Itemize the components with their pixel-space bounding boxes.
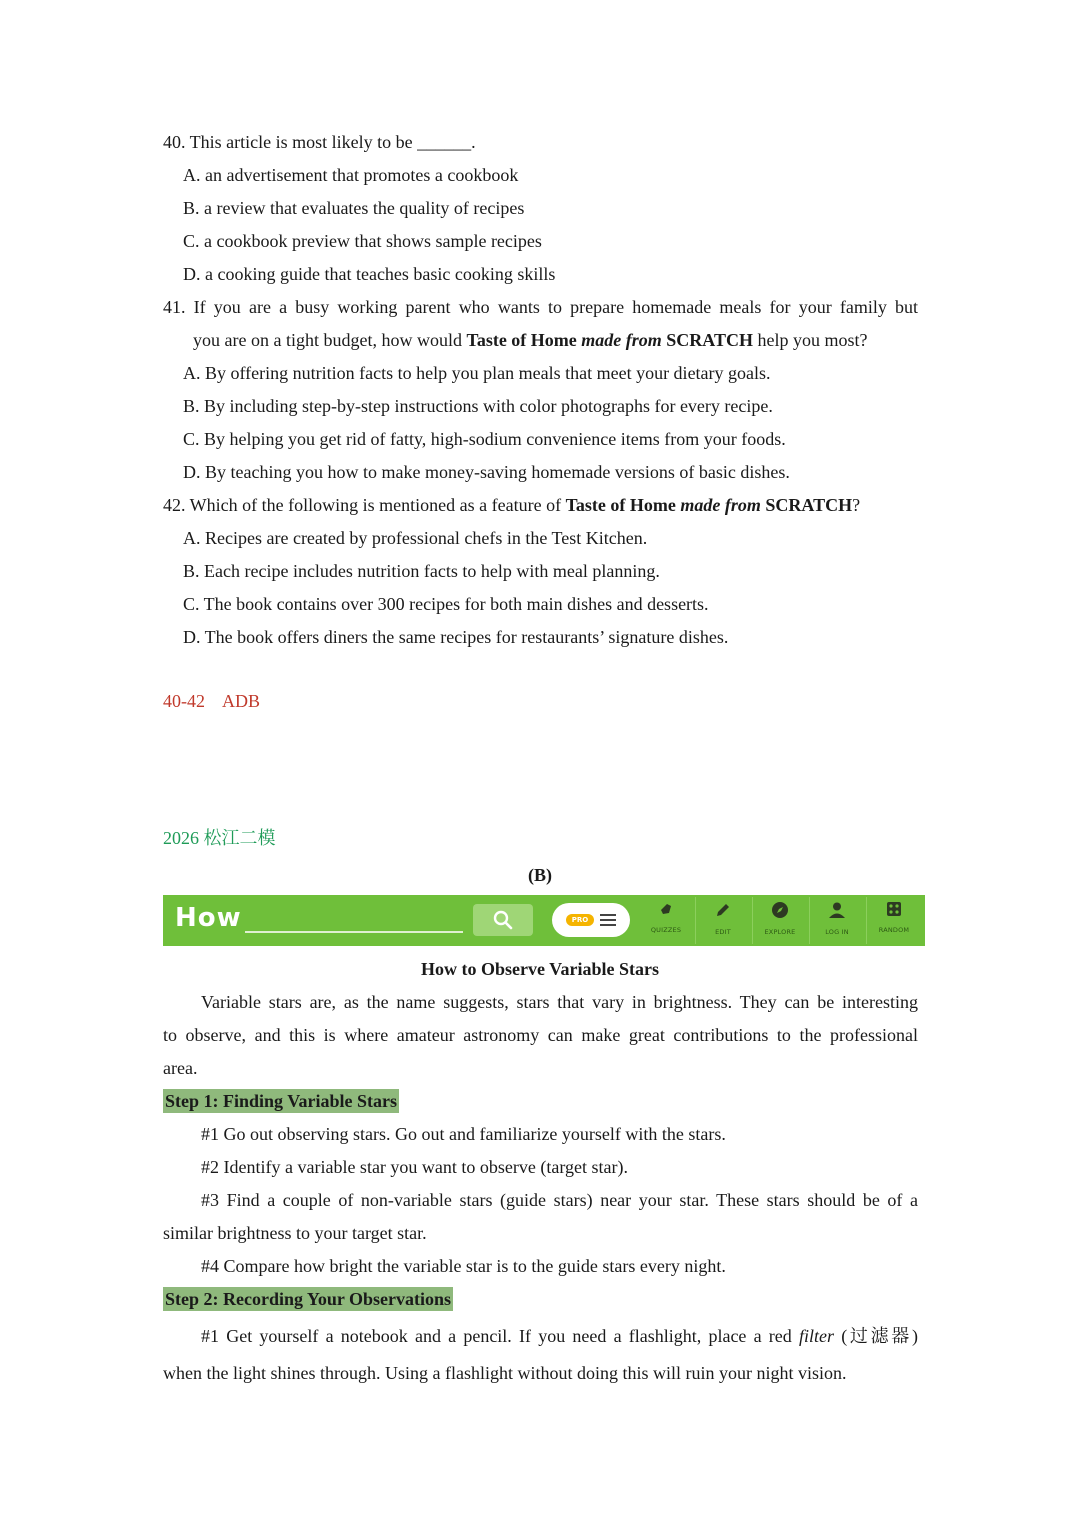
question-41-stem-line2: you are on a tight budget, how would Taste of Home made from SCRATCH help you most? <box>193 330 868 350</box>
question-40-option-d: D. a cooking guide that teaches basic cooking skills <box>183 264 556 284</box>
book-title: Taste of Home <box>466 330 577 350</box>
book-title: Taste of Home <box>565 495 676 515</box>
question-40-option-a: A. an advertisement that promotes a cookbook <box>183 165 519 185</box>
book-title-made-from: made from <box>581 330 662 350</box>
step-2-item-1-cont: when the light shines through. Using a flashlight without doing this will ruin your night vision. <box>163 1363 847 1383</box>
dice-icon <box>886 901 902 917</box>
article-intro-line3: area. <box>163 1058 198 1078</box>
book-title-made-from: made from <box>680 495 761 515</box>
search-icon <box>493 910 513 930</box>
step-2-heading: Step 2: Recording Your Observations <box>165 1289 452 1309</box>
question-42-stem: 42. Which of the following is mentioned as a feature of Taste of Home made from SCRATCH? <box>163 495 861 515</box>
nav-edit[interactable]: EDIT <box>695 901 751 943</box>
menu-icon <box>600 914 616 926</box>
step-1-item-2: #2 Identify a variable star you want to observe (target star). <box>201 1157 629 1177</box>
article-intro-line2: to observe, and this is where amateur astronomy can make great contributions to the professional <box>163 1025 918 1045</box>
question-41-option-d: D. By teaching you how to make money-saving homemade versions of basic dishes. <box>183 462 790 482</box>
question-42-option-d: D. The book offers diners the same recipes for restaurants’ signature dishes. <box>183 627 729 647</box>
user-icon <box>828 901 846 919</box>
pro-badge: PRO <box>566 914 594 926</box>
question-42-option-b: B. Each recipe includes nutrition facts to help with meal planning. <box>183 561 660 581</box>
answer-key: 40-42 ADB <box>163 691 261 711</box>
source-label: 2026 松江二模 <box>163 828 276 848</box>
site-logo[interactable]: How <box>175 903 242 933</box>
filter-term: filter <box>799 1326 834 1346</box>
nav-random[interactable]: RANDOM <box>866 901 922 943</box>
question-40-option-c: C. a cookbook preview that shows sample recipes <box>183 231 542 251</box>
search-button[interactable] <box>473 904 533 936</box>
question-40-stem: 40. This article is most likely to be ______. <box>163 132 476 152</box>
book-title-scratch: SCRATCH <box>666 330 753 350</box>
pencil-icon <box>714 901 732 919</box>
book-title-scratch: SCRATCH <box>765 495 853 515</box>
step-1-item-4: #4 Compare how bright the variable star is to the guide stars every night. <box>201 1256 726 1276</box>
nav-quizzes[interactable]: QUIZZES <box>638 901 694 943</box>
section-label: (B) <box>528 865 552 885</box>
quiz-icon <box>658 901 674 917</box>
question-40-option-b: B. a review that evaluates the quality of recipes <box>183 198 525 218</box>
step-1-item-3-cont: similar brightness to your target star. <box>163 1223 427 1243</box>
nav-login[interactable]: LOG IN <box>809 901 865 943</box>
question-42-option-a: A. Recipes are created by professional chefs in the Test Kitchen. <box>183 528 648 548</box>
compass-icon <box>771 901 789 919</box>
search-input[interactable] <box>245 931 463 933</box>
question-42-option-c: C. The book contains over 300 recipes for both main dishes and desserts. <box>183 594 709 614</box>
question-41-option-a: A. By offering nutrition facts to help you plan meals that meet your dietary goals. <box>183 363 771 383</box>
website-banner <box>163 895 925 946</box>
article-intro-line1: Variable stars are, as the name suggests, stars that vary in brightness. They can be interesting <box>201 992 918 1012</box>
pro-menu-button[interactable] <box>552 903 630 937</box>
step-1-item-1: #1 Go out observing stars. Go out and familiarize yourself with the stars. <box>201 1124 726 1144</box>
question-41-option-b: B. By including step-by-step instructions with color photographs for every recipe. <box>183 396 773 416</box>
question-41-stem-line1: 41. If you are a busy working parent who wants to prepare homemade meals for your family but <box>163 297 918 317</box>
step-2-item-1: #1 Get yourself a notebook and a pencil. If you need a flashlight, place a red filter (过滤器) <box>201 1326 918 1346</box>
article-title: How to Observe Variable Stars <box>421 959 659 979</box>
nav-explore[interactable]: EXPLORE <box>752 901 808 943</box>
question-41-option-c: C. By helping you get rid of fatty, high-sodium convenience items from your foods. <box>183 429 786 449</box>
step-1-heading: Step 1: Finding Variable Stars <box>165 1091 398 1111</box>
step-1-item-3: #3 Find a couple of non-variable stars (guide stars) near your star. These stars should be of a <box>201 1190 918 1210</box>
